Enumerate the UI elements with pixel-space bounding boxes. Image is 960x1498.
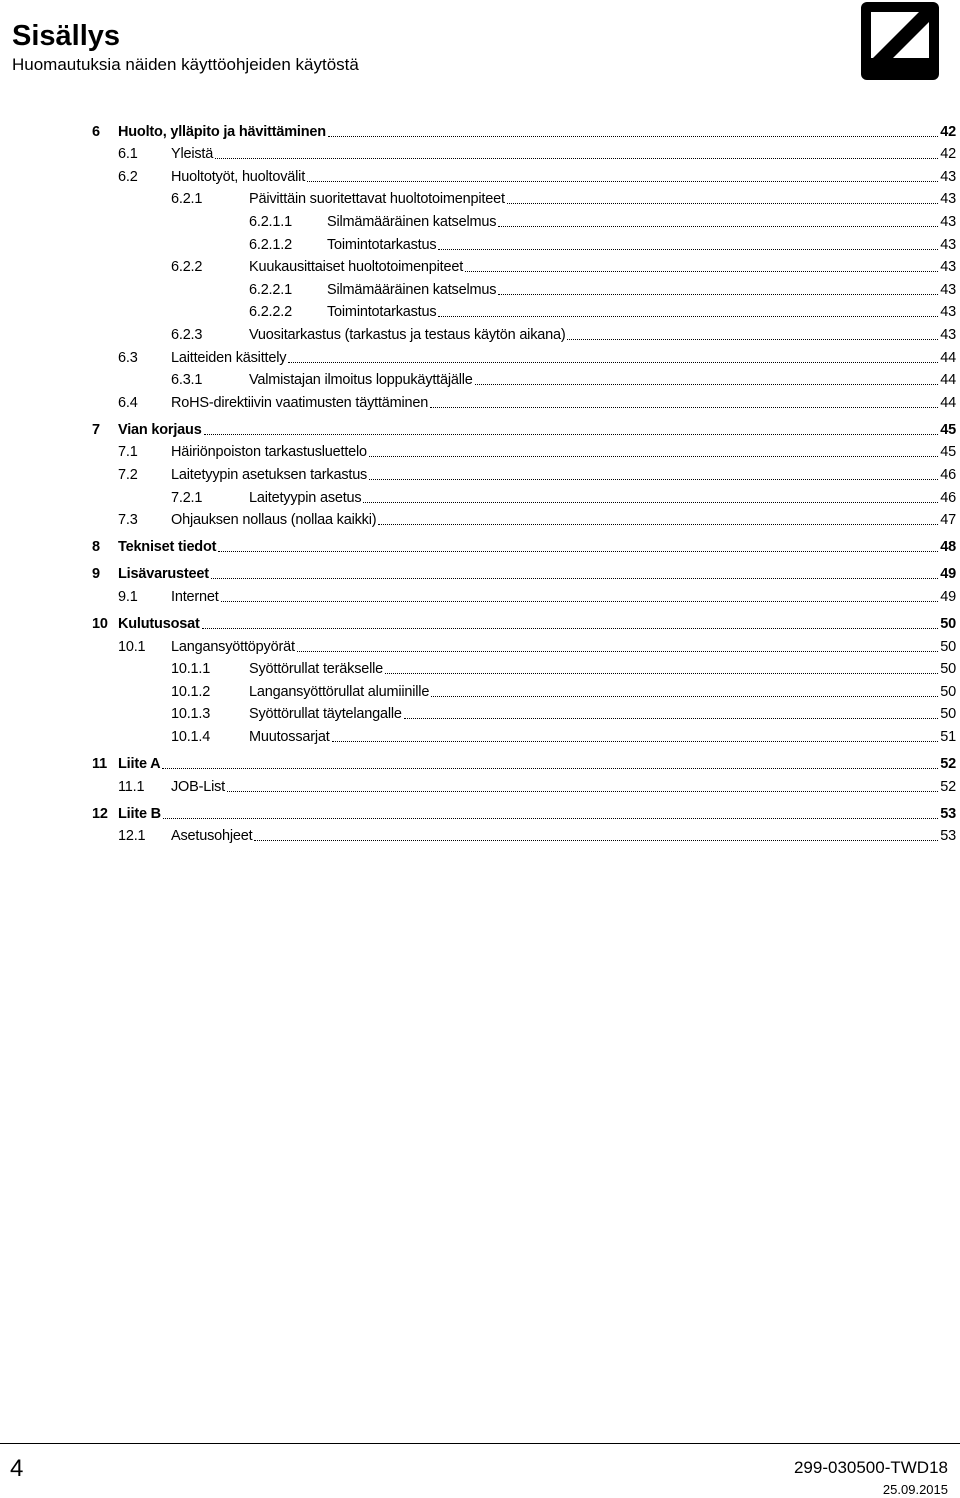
toc-entry[interactable]	[92, 163, 956, 186]
toc-entry[interactable]	[92, 678, 956, 701]
toc-dot-leader	[218, 551, 938, 552]
toc-entry-page: 50	[940, 661, 956, 678]
toc-entry-page: 42	[940, 146, 956, 163]
toc-dot-leader	[211, 578, 938, 579]
toc-entry-title: Laitteiden käsittely	[171, 349, 287, 366]
page-title: Sisällys	[12, 20, 121, 52]
toc-entry-title: RoHS-direktiivin vaatimusten täyttäminen	[171, 394, 429, 411]
toc-entry-number: 7.2.1	[171, 489, 203, 506]
brand-logo-icon	[861, 2, 939, 80]
toc-entry-title: Silmämääräinen katselmus	[327, 281, 497, 298]
toc-entry-number: 9	[92, 566, 100, 583]
toc-entry[interactable]	[92, 186, 956, 209]
toc-entry-title: Kulutusosat	[118, 616, 200, 633]
toc-entry-page: 50	[940, 706, 956, 723]
toc-dot-leader	[328, 136, 938, 137]
toc-entry-title: Vian korjaus	[118, 421, 202, 438]
footer-document-id: 299-030500-TWD18	[793, 1458, 948, 1477]
toc-entry-title: Huolto, ylläpito ja hävittäminen	[118, 123, 326, 140]
toc-entry-number: 6.2.2.1	[249, 281, 292, 298]
toc-dot-leader	[215, 158, 938, 159]
toc-entry-title: Valmistajan ilmoitus loppukäyttäjälle	[249, 372, 473, 389]
toc-entry[interactable]	[92, 633, 956, 656]
toc-entry-title: Silmämääräinen katselmus	[327, 213, 497, 230]
toc-entry-number: 11.1	[118, 778, 145, 795]
toc-entry[interactable]	[92, 723, 956, 746]
toc-entry-title: Tekniset tiedot	[118, 539, 217, 556]
toc-entry-page: 45	[940, 444, 956, 461]
toc-dot-leader	[378, 524, 938, 525]
toc-entry[interactable]	[92, 254, 956, 277]
toc-entry-page: 52	[940, 756, 956, 773]
toc-dot-leader	[297, 651, 938, 652]
toc-entry-page: 44	[940, 349, 956, 366]
toc-entry-title: Liite B	[118, 805, 161, 822]
page-subtitle: Huomautuksia näiden käyttöohjeiden käytöstä	[12, 55, 359, 74]
toc-entry-number: 10.1	[118, 638, 146, 655]
toc-dot-leader	[202, 628, 939, 629]
toc-entry-page: 44	[940, 372, 956, 389]
toc-entry-title: Häiriönpoiston tarkastusluettelo	[171, 444, 367, 461]
footer-date: 25.09.2015	[882, 1482, 948, 1497]
toc-entry-number: 6.2.2	[171, 259, 203, 276]
toc-entry-title: Toimintotarkastus	[327, 304, 437, 321]
toc-entry[interactable]	[92, 656, 956, 679]
toc-entry-title: JOB-List	[171, 778, 225, 795]
toc-entry-title: Laitetyypin asetus	[249, 489, 362, 506]
toc-dot-leader	[475, 384, 939, 385]
toc-dot-leader	[465, 271, 938, 272]
toc-entry[interactable]	[92, 583, 956, 606]
toc-dot-leader	[430, 407, 938, 408]
toc-entry[interactable]	[92, 507, 956, 530]
table-of-contents	[92, 118, 956, 845]
toc-entry[interactable]	[92, 561, 956, 584]
toc-entry-title: Toimintotarkastus	[327, 236, 437, 253]
toc-entry-number: 6.2.3	[171, 326, 203, 343]
toc-entry-page: 49	[940, 566, 956, 583]
toc-dot-leader	[431, 696, 938, 697]
toc-entry[interactable]	[92, 461, 956, 484]
toc-entry-number: 11	[92, 756, 107, 773]
toc-entry[interactable]	[92, 416, 956, 439]
toc-dot-leader	[227, 791, 938, 792]
toc-entry-number: 6	[92, 123, 100, 140]
toc-entry-page: 46	[940, 489, 956, 506]
toc-entry-page: 50	[940, 616, 956, 633]
toc-entry[interactable]	[92, 276, 956, 299]
toc-entry-number: 6.1	[118, 146, 138, 163]
toc-entry-title: Asetusohjeet	[171, 828, 253, 845]
toc-dot-leader	[221, 601, 939, 602]
toc-entry-number: 6.2.2.2	[249, 304, 292, 321]
toc-dot-leader	[162, 768, 938, 769]
toc-dot-leader	[332, 741, 939, 742]
toc-dot-leader	[438, 316, 938, 317]
toc-dot-leader	[163, 818, 938, 819]
toc-entry-title: Muutossarjat	[249, 729, 330, 746]
toc-entry-page: 43	[940, 259, 956, 276]
toc-dot-leader	[288, 362, 938, 363]
toc-entry-title: Laitetyypin asetuksen tarkastus	[171, 467, 368, 483]
toc-entry-title: Langansyöttöpyörät	[171, 638, 295, 655]
toc-entry-number: 10.1.2	[171, 683, 211, 700]
toc-entry-page: 53	[940, 805, 956, 822]
toc-entry-number: 10.1.3	[171, 706, 211, 723]
toc-entry-number: 6.4	[118, 394, 138, 411]
toc-dot-leader	[507, 203, 938, 204]
toc-entry[interactable]	[92, 610, 956, 633]
toc-entry-number: 7.2	[118, 467, 138, 483]
toc-entry[interactable]	[92, 823, 956, 846]
toc-entry-number: 12.1	[118, 828, 146, 845]
toc-entry-number: 12	[92, 805, 108, 822]
toc-dot-leader	[498, 226, 938, 227]
toc-entry-page: 49	[940, 588, 956, 605]
toc-entry-title: Yleistä	[171, 146, 214, 163]
toc-dot-leader	[369, 479, 938, 480]
toc-entry-title: Syöttörullat täytelangalle	[249, 706, 402, 723]
toc-entry[interactable]	[92, 534, 956, 557]
toc-entry-number: 10.1.4	[171, 729, 211, 746]
toc-dot-leader	[438, 249, 938, 250]
toc-dot-leader	[498, 294, 938, 295]
toc-entry-page: 50	[940, 683, 956, 700]
toc-entry-title: Liite A	[118, 756, 161, 773]
toc-entry-page: 43	[940, 236, 956, 253]
toc-entry[interactable]	[92, 751, 956, 774]
toc-entry-title: Syöttörullat teräkselle	[249, 661, 384, 678]
toc-entry[interactable]	[92, 208, 956, 231]
toc-entry-title: Internet	[171, 588, 219, 605]
toc-dot-leader	[567, 339, 938, 340]
toc-entry[interactable]	[92, 800, 956, 823]
toc-entry-page: 47	[940, 512, 956, 529]
toc-entry-page: 51	[940, 729, 956, 746]
toc-entry-page: 53	[940, 828, 956, 845]
toc-entry-title: Kuukausittaiset huoltotoimenpiteet	[249, 259, 464, 276]
toc-entry-number: 7.3	[118, 512, 138, 529]
toc-dot-leader	[363, 502, 938, 503]
toc-entry-title: Lisävarusteet	[118, 566, 209, 583]
toc-entry-number: 7.1	[118, 444, 138, 461]
toc-entry[interactable]	[92, 389, 956, 412]
toc-entry-title: Ohjauksen nollaus (nollaa kaikki)	[171, 512, 377, 529]
footer-divider	[0, 1443, 960, 1444]
toc-entry-number: 7	[92, 421, 100, 438]
toc-entry-number: 6.3	[118, 349, 138, 366]
toc-entry-page: 43	[940, 213, 956, 230]
toc-entry[interactable]	[92, 141, 956, 164]
toc-entry[interactable]	[92, 701, 956, 724]
toc-entry-page: 44	[940, 394, 956, 411]
toc-entry[interactable]	[92, 299, 956, 322]
toc-entry[interactable]	[92, 439, 956, 462]
toc-entry-number: 6.2.1.2	[249, 236, 292, 253]
toc-dot-leader	[204, 434, 939, 435]
toc-entry[interactable]	[92, 321, 956, 344]
toc-entry-number: 8	[92, 539, 100, 556]
footer-page-number: 4	[10, 1455, 24, 1482]
toc-entry-page: 50	[940, 638, 956, 655]
toc-entry-number: 6.2	[118, 168, 138, 185]
toc-entry-number: 10	[92, 616, 108, 633]
toc-dot-leader	[307, 181, 938, 182]
toc-entry-title: Vuositarkastus (tarkastus ja testaus käytön aikana)	[249, 326, 566, 343]
toc-entry-number: 9.1	[118, 588, 138, 605]
toc-entry[interactable]	[92, 344, 956, 367]
toc-entry-page: 45	[940, 421, 956, 438]
toc-entry[interactable]	[92, 773, 956, 796]
toc-entry-number: 6.2.1.1	[249, 213, 292, 230]
toc-dot-leader	[369, 456, 938, 457]
toc-entry-number: 6.3.1	[171, 372, 203, 389]
toc-entry[interactable]	[92, 231, 956, 254]
toc-entry-page: 42	[940, 123, 956, 140]
toc-entry-page: 43	[940, 191, 956, 208]
toc-entry-number: 10.1.1	[171, 661, 211, 678]
toc-entry-page: 43	[940, 304, 956, 321]
toc-dot-leader	[404, 718, 938, 719]
toc-entry[interactable]	[92, 118, 956, 141]
toc-entry-title: Langansyöttörullat alumiinille	[249, 683, 430, 700]
toc-entry[interactable]	[92, 367, 956, 390]
toc-dot-leader	[385, 673, 938, 674]
toc-entry-page: 43	[940, 168, 956, 185]
toc-entry-title: Huoltotyöt, huoltovälit	[171, 168, 306, 185]
toc-entry-title: Päivittäin suoritettavat huoltotoimenpiteet	[249, 191, 505, 208]
toc-entry-number: 6.2.1	[171, 191, 203, 208]
toc-entry-page: 43	[940, 281, 956, 298]
toc-entry[interactable]	[92, 484, 956, 507]
toc-entry-page: 52	[940, 778, 956, 795]
toc-entry-page: 43	[940, 326, 956, 343]
toc-entry-page: 46	[940, 467, 956, 483]
toc-entry-page: 48	[940, 539, 956, 556]
toc-dot-leader	[254, 840, 938, 841]
